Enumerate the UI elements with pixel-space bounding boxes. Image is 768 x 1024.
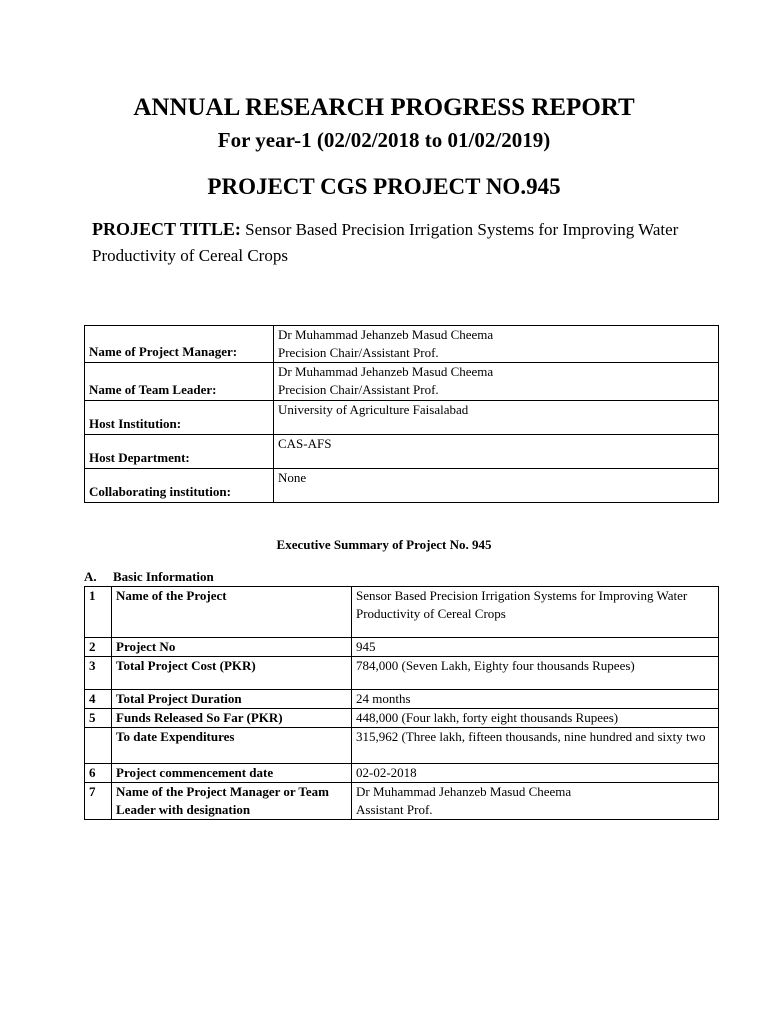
row-label: To date Expenditures xyxy=(112,728,352,764)
row-value: Sensor Based Precision Irrigation Systems for Improving Water Productivity of Cereal Crops xyxy=(352,587,719,638)
team-leader-value xyxy=(274,363,719,401)
table-row xyxy=(85,764,719,783)
row-number: 2 xyxy=(85,638,112,657)
section-number: A. xyxy=(84,569,97,584)
project-manager-value xyxy=(274,326,719,363)
row-number: 6 xyxy=(85,764,112,783)
executive-summary-title: Executive Summary of Project No. 945 xyxy=(276,537,492,552)
project-manager-name: Dr Muhammad Jehanzeb Masud Cheema xyxy=(278,327,494,342)
project-title-label: PROJECT TITLE: xyxy=(92,219,241,239)
row-number: 1 xyxy=(85,587,112,638)
row-label: Funds Released So Far (PKR) xyxy=(112,709,352,728)
project-heading: PROJECT CGS PROJECT NO.945 xyxy=(207,174,561,199)
collaborating-institution-label: Collaborating institution: xyxy=(85,469,274,503)
section-title: Basic Information xyxy=(113,569,214,584)
host-department-value xyxy=(274,435,719,469)
table-row xyxy=(85,783,719,820)
host-department-label: Host Department: xyxy=(85,435,274,469)
table-row xyxy=(85,638,719,657)
project-title-text: Sensor Based Precision Irrigation Systems for Improving Water Productivity of Cereal Crops xyxy=(92,220,679,265)
host-institution-name: University of Agriculture Faisalabad xyxy=(278,402,469,417)
row-number: 7 xyxy=(85,783,112,820)
row-value: 945 xyxy=(352,638,719,657)
table-row xyxy=(85,728,719,764)
team-leader-label: Name of Team Leader: xyxy=(85,363,274,401)
row-value: 315,962 (Three lakh, fifteen thousands, nine hundred and sixty two xyxy=(352,728,719,764)
collaborating-institution-name: None xyxy=(278,470,307,485)
host-institution-value xyxy=(274,401,719,435)
row-label: Name of the Project xyxy=(112,587,352,638)
table-row xyxy=(85,363,719,401)
table-row xyxy=(85,326,719,363)
row-number: 3 xyxy=(85,657,112,690)
row-label: Total Project Duration xyxy=(112,690,352,709)
project-info-table xyxy=(84,325,719,503)
collaborating-institution-value xyxy=(274,469,719,503)
table-row xyxy=(85,657,719,690)
table-row xyxy=(85,690,719,709)
team-leader-name: Dr Muhammad Jehanzeb Masud Cheema xyxy=(278,364,494,379)
row-number: 5 xyxy=(85,709,112,728)
row-number xyxy=(85,728,112,764)
table-row xyxy=(85,469,719,503)
table-row xyxy=(85,401,719,435)
row-number: 4 xyxy=(85,690,112,709)
row-label: Project No xyxy=(112,638,352,657)
host-institution-label: Host Institution: xyxy=(85,401,274,435)
row-label: Total Project Cost (PKR) xyxy=(112,657,352,690)
table-row xyxy=(85,709,719,728)
table-row xyxy=(85,587,719,638)
project-manager-label: Name of Project Manager: xyxy=(85,326,274,363)
row-label: Project commencement date xyxy=(112,764,352,783)
project-manager-designation: Precision Chair/Assistant Prof. xyxy=(278,345,439,360)
host-department-name: CAS-AFS xyxy=(278,436,332,451)
table-row xyxy=(85,435,719,469)
row-value: 02-02-2018 xyxy=(352,764,719,783)
report-title: ANNUAL RESEARCH PROGRESS REPORT xyxy=(133,94,635,121)
project-title xyxy=(92,216,692,269)
section-heading xyxy=(84,568,214,586)
row-value: Dr Muhammad Jehanzeb Masud Cheema Assistant Prof. xyxy=(352,783,719,820)
row-value: 784,000 (Seven Lakh, Eighty four thousands Rupees) xyxy=(352,657,719,690)
row-value: 24 months xyxy=(352,690,719,709)
report-period: For year-1 (02/02/2018 to 01/02/2019) xyxy=(217,128,551,152)
basic-information-table xyxy=(84,586,719,820)
team-leader-designation: Precision Chair/Assistant Prof. xyxy=(278,382,439,397)
row-value: 448,000 (Four lakh, forty eight thousands Rupees) xyxy=(352,709,719,728)
row-label: Name of the Project Manager or Team Leader with designation xyxy=(112,783,352,820)
